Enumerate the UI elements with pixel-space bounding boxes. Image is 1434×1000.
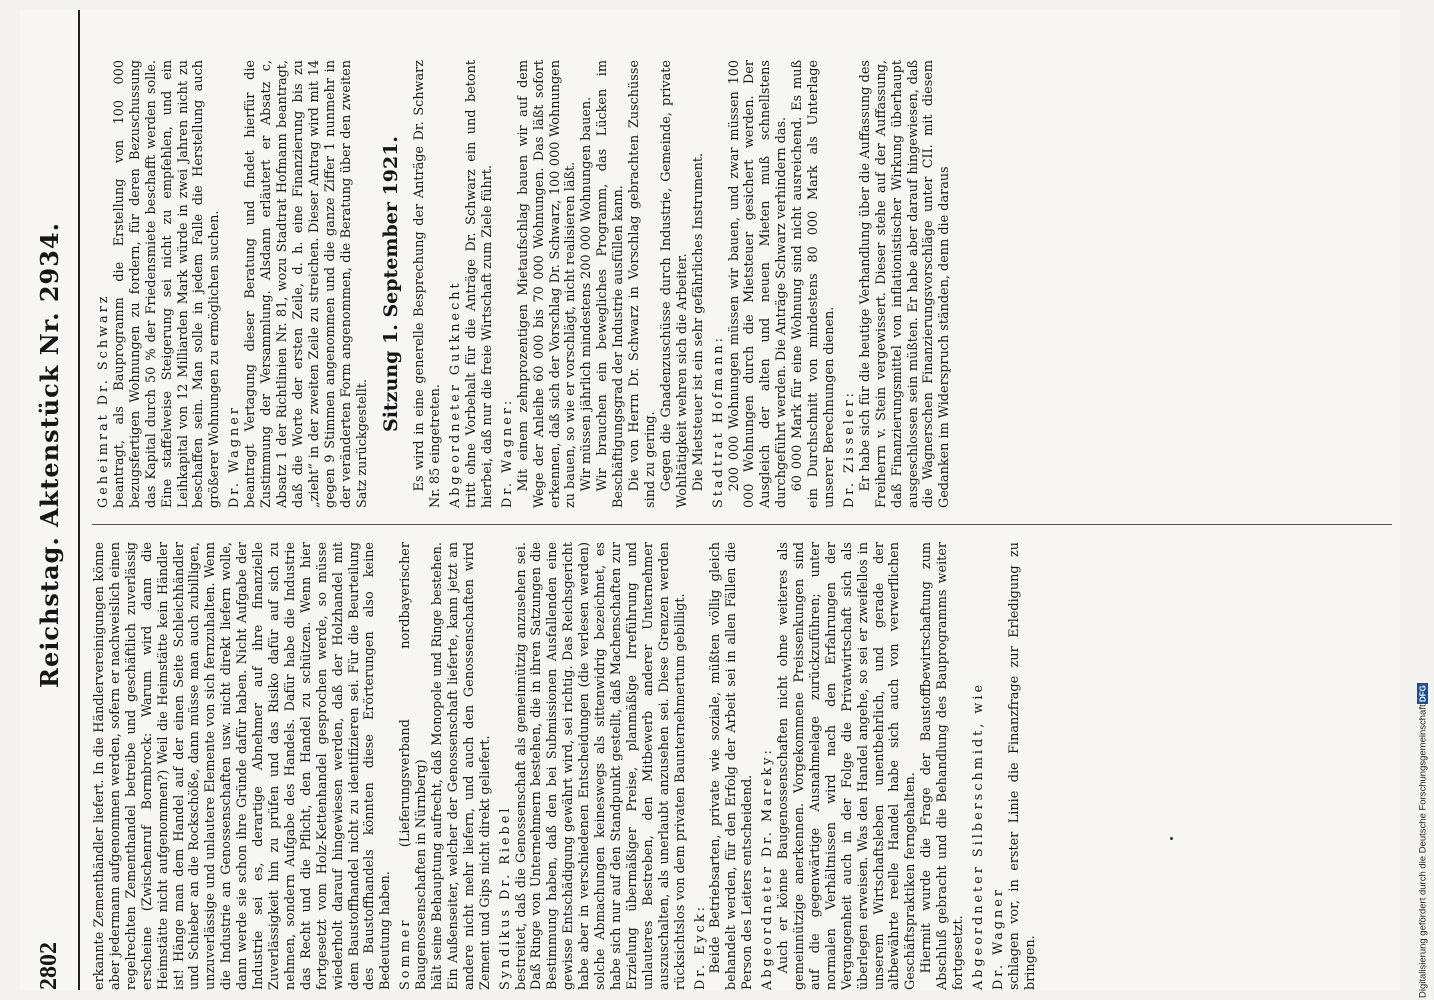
paragraph: Beide Betriebsarten, private wie soziale, müßten völlig gleich behandelt werden, für den Erfolg der Arbeit sei in allen Fällen die Person des Leiters entscheidend. — [708, 542, 756, 990]
paragraph: hält seine Behauptung aufrecht, daß Monopole und Ringe bestehen. Ein Außenseiter, welcher der Genossenschaft lieferte, kann jetzt an andere nicht mehr liefern, und auch den Genossenschaften wird Zement und Gips nicht direkt geliefert. — [430, 542, 493, 990]
paragraph: Die Mietsteuer ist ein sehr gefährliches Instrument. — [690, 152, 706, 492]
speaker-line — [500, 60, 516, 508]
digitization-credit — [1414, 8, 1432, 998]
speaker-line — [971, 542, 987, 990]
document-page — [20, 10, 1400, 990]
paragraph: beantragt Vertagung dieser Beratung und findet hierfür die Zustimmung der Versammlung. Alsdann erläutert er Absatz c, Absatz 1 der Richtlinien Nr. 81, wozu Stadtrat Hofmann beantragt, daß die Worte der ersten Zeile, d. h. eine Finanzierung bis zu „zieht“ in der zweiten Zeile zu streichen. Dieser Antrag wird mit 14 gegen 9 Stimmen angenommen und die ganze Ziffer 1 nunmehr in der veränderten Form angenommen, die Beratung über den zweiten Satz zurückgestellt. — [243, 60, 370, 508]
speaker-affiliation: (Lieferungsverband nordbayerischer Baugenossenschaften in Nürnberg) — [398, 542, 430, 990]
speaker-name: Abgeordneter Silberschmidt, wie — [970, 681, 986, 990]
page-number: 2802 — [36, 942, 63, 990]
speaker-line — [398, 542, 430, 990]
paragraph: bestreitet, daß die Genossenschaft als gemeinnützig anzusehen sei. Daß Ringe von Unternehmern bestehen, die in ihren Satzungen die Bestimmung haben, daß den bei Submissionen Ausfallenden eine gewisse Entschädigung gewährt wird, sei richtig. Das Reichsgericht habe aber in verschiedenen Entscheidungen (die verlesen werden) solche Abmachungen keineswegs als sittenwidrig bezeichnet, es habe sich nur auf den Standpunkt gestellt, daß Machenschaften zur Erzielung übermäßiger Preise, planmäßige Irreführung und unlauteres Bestreben, den Mitbewerb anderer Unternehmer auszuschalten, als unerlaubt anzusehen sei. Diese Grenzen werden rücksichtslos von dem privaten Baunternehmertum gebilligt. — [513, 542, 688, 990]
dfg-logo: DFG — [1418, 685, 1428, 703]
speaker-line — [96, 60, 112, 508]
paragraph: beantragt, als Bauprogramm die Erstellung von 100 000 bezugsfertigen Wohnungen zu fordern, für deren Bezuschussung das Kapital durch 50 % der Friedensmiete beschafft werden solle. Eine staffelweise Steigerung sei nicht zu empfehlen, und ein Leihkapital von 12 Milliarden Mark würde in zwei Jahren nicht zu beschaffen sein. Man solle in jedem Falle die Herstellung auch größerer Wohnungen zu ermöglichen suchen. — [111, 60, 223, 508]
paragraph: Wir müssen jährlich mindestens 200 000 Wohnungen bauen. — [579, 96, 595, 492]
paragraph: Mit einem zehnprozentigen Mietaufschlag bauen wir auf dem Wege der Anleihe 60 000 bis 70 000 Wohnungen. Das läßt sofort erkennen, daß sich der Vorschlag Dr. Schwarz, 100 000 Wohnungen zu bauen, so wie er vorschlägt, nicht realisieren läßt. — [515, 60, 579, 508]
header-rule — [78, 10, 80, 990]
speaker-line — [448, 60, 464, 508]
speaker-name: Dr. Wagner — [990, 887, 1006, 990]
speaker-name: Abgeordneter Gutknecht — [448, 280, 464, 508]
paragraph: Es wird in eine generelle Besprechung der Anträge Dr. Schwarz Nr. 85 eingetreten. — [412, 60, 444, 508]
running-title: Reichstag. Aktenstück Nr. 2934. — [35, 222, 65, 688]
speck-mark — [1170, 837, 1173, 840]
paragraph: erkannte Zementhändler liefert. In die Händlervereinigungen könne aber jedermann aufgenommen werden, sofern er nachweislich einen regelrechten Zementhandel betreibe und geschäftlich zuverlässig erscheine (Zwischenruf Bormbrock: Warum wird dann die Heimstätte nicht aufgenommen?) Weil die Heimstätte kein Händler ist! Hänge man dem Handel auf der einen Seite Schleichhändler und Schieber an die Rockschöße, dann müsse man auch zubilligen, unzuverlässige und unlautere Elemente von sich fernzuhalten. Wenn die Industrie an Genossenschaften usw. nicht direkt liefern wolle, dann werde sie schon ihre Gründe dafür haben. Nicht Aufgabe der Industrie sei es, derartige Abnehmer auf ihre finanzielle Zuverlässigkeit hin zu prüfen und das Risiko dafür auf sich zu nehmen, sondern Aufgabe des Handels. Dafür habe die Industrie das Recht und die Pflicht, den Handel zu schützen. Wenn hier fortgesetzt vom Holz-Kettenhandel gesprochen werde, so müsse wiederholt darauf hingewiesen werden, daß der Holzhandel mit dem Baustoffhandel nicht zu identifizieren sei. Für die Beurteilung des Baustoffhandels könnten diese Erörterungen also keine Bedeutung haben. — [92, 542, 394, 990]
paragraph: tritt ohne Vorbehalt für die Anträge Dr. Schwarz ein und betont hierbei, daß nur die freie Wirtschaft zum Ziele führt. — [464, 60, 495, 508]
paragraph: 200 000 Wohnungen müssen wir bauen, und zwar müssen 100 000 Wohnungen durch die Mietsteuer gesichert werden. Der Ausgleich der alten und neuen Mieten muß schnellstens durchgeführt werden. Die Anträge Schwarz verhindern das. — [726, 60, 790, 508]
speaker-line — [991, 542, 1007, 990]
right-text-column — [92, 60, 1392, 508]
speaker-name: Dr. Wagner — [227, 405, 243, 508]
paragraph: Er habe sich für die heutige Verhandlung über die Auffassung des Freiherrn v. Stein vergewissert. Dieser stehe auf der Auffassung, daß Finanzierungsmittel von inflationistischer Wirkung überhaupt ausgeschlossen sein müßten. Er habe aber darauf hingewiesen, daß die Wagnerschen Finanzierungsvorschläge unter CII. mit diesem Gedanken im Widerspruch ständen, denn die daraus — [857, 60, 953, 508]
speaker-line — [693, 542, 709, 990]
speaker-line — [711, 60, 727, 508]
paragraph: Auch er könne Baugenossenschaften nicht ohne weiteres als gemeinnützige anerkennen. Vorgekommene Preissenkungen sind auf die gegenwärtige Ausnahmelage zurückzuführen; unter normalen Verhältnissen wird nach den Erfahrungen der Vergangenheit auch in der Folge die Privatwirtschaft sich als überlegen erweisen. Was den Handel angehe, so sei er zweifellos in unserem Wirtschaftsleben unentbehrlich, und gerade der altbewährte reelle Handel habe sich auch von verwerflichen Geschäftspraktiken ferngehalten. — [776, 542, 919, 990]
speaker-name: Sommer — [398, 917, 414, 990]
paragraph: Gegen die Gnadenzuschüsse durch Industrie, Gemeinde, private Wohltätigkeit wehren sich die Arbeiter. — [658, 60, 690, 508]
speaker-name: Dr. Zisseler: — [841, 390, 857, 508]
column-divider — [92, 524, 1392, 525]
paragraph: Wir brauchen ein bewegliches Programm, das Lücken im Beschäftigungsgrad der Industrie ausfüllen kann. — [595, 60, 627, 508]
speaker-name: Syndikus Dr. Riebel — [497, 805, 513, 990]
session-heading: Sitzung 1. September 1921. — [380, 135, 403, 433]
speaker-name: Dr. Eyck: — [692, 904, 708, 990]
speaker-name: Stadtrat Hofmann: — [710, 335, 726, 508]
speaker-name: Dr. Wagner: — [499, 397, 515, 508]
speaker-line — [842, 60, 858, 508]
speaker-name: Geheimrat Dr. Schwarz — [96, 293, 111, 508]
speaker-name: Abgeordneter Dr. Mareky: — [760, 747, 776, 990]
credit-text: Digitalisierung gefördert durch die Deutsche Forschungsgemeinschaft — [1417, 704, 1429, 998]
left-text-column — [92, 542, 1392, 990]
paragraph: Die von Herrn Dr. Schwarz in Vorschlag gebrachten Zuschüsse sind zu gering. — [627, 60, 658, 508]
paragraph: Hiermit wurde die Frage der Baustoffbewirtschaftung zum Abschluß gebracht und die Behandlung des Bauprogramms weiter fortgesetzt. — [919, 542, 967, 990]
speaker-line — [498, 542, 514, 990]
paragraph: schlagen vor, in erster Linie die Finanzfrage zur Erledigung zu bringen. — [1006, 542, 1038, 990]
paragraph: 60 000 Mark für eine Wohnung sind nicht ausreichend. Es muß ein Durchschnitt von mindestens 80 000 Mark als Unterlage unserer Berechnungen dienen. — [790, 60, 837, 508]
speaker-line — [760, 542, 776, 990]
page-header — [20, 10, 80, 990]
speaker-line — [227, 60, 243, 508]
